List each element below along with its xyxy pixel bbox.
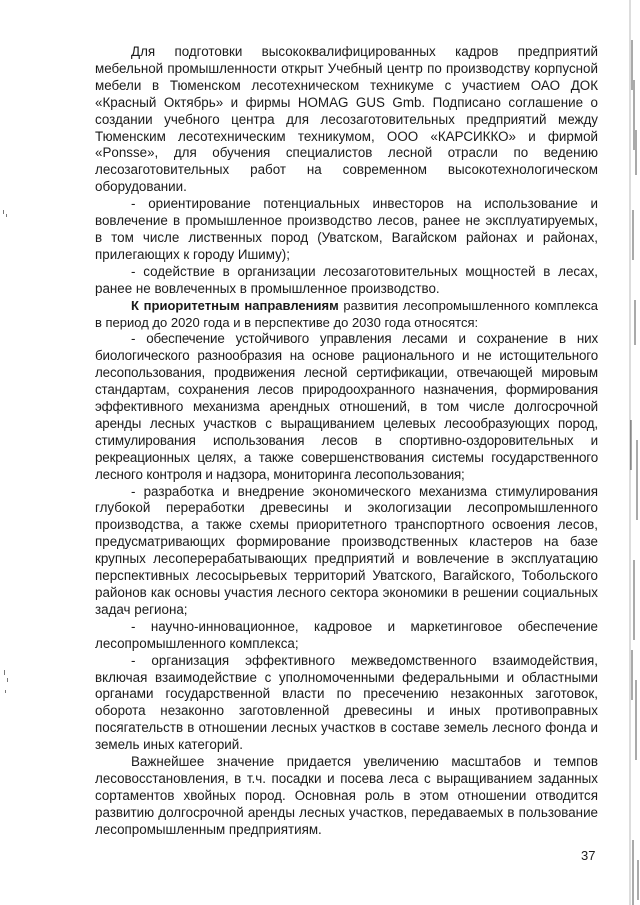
paragraph-reforestation: Важнейшее значение придается увеличению масштабов и темпов лесовосстановления, в т.ч. посадки и посева леса с выращиванием заданных сортаментов хвойных пород. Основная роль в этом отношении отводится развитию долгосрочной аренды лесных участков, передаваемых в пользование лесопромышленным предприятиям.	[95, 754, 598, 837]
priority-lead-bold: К приоритетным направлениям	[131, 297, 339, 313]
priority-item-forest-management: - обеспечение устойчивого управления лесами и сохранение в них биологического разнообразия на основе рационального и не истощительного лесопользования, продвижения лесной сертификации, отвечающей мировым стандартам, сохранения лесов природоохранного назначения, формирования эффективного механизма арендных отношений, в том числе долгосрочной аренды лесных участков с выращиванием целевых лесообразующих пород, стимулирования использования лесов в спортивно-оздоровительных и рекреационных целях, а также совершенствования системы государственного лесного контроля и надзора, мониторинга лесопользования;	[95, 331, 598, 482]
page-number: 37	[581, 848, 596, 863]
priority-lead-rest: развития лесопромышленного комплекса в период до 2020 года и в перспективе до 2030 года относятся:	[95, 297, 598, 330]
paragraph-logging-capacity: - содействие в организации лесозаготовительных мощностей в лесах, ранее не вовлеченных в промышленное производство.	[95, 263, 598, 296]
paragraph-investors: - ориентирование потенциальных инвесторов на использование и вовлечение в промышленное производство лесов, ранее не эксплуатируемых, в том числе лиственных пород (Уватском, Вагайском районах и районах, прилегающих к городу Ишиму);	[95, 196, 598, 262]
priority-item-innovation: - научно-инновационное, кадровое и маркетинговое обеспечение лесопромышленного комплекса;	[95, 618, 598, 651]
scan-edge-left	[0, 200, 12, 720]
paragraph-training-center: Для подготовки высококвалифицированных кадров предприятий мебельной промышленности открыт Учебный центр по производству корпусной мебели в Тюменском лесотехническом техникуме с участием ОАО ДОК «Красный Октябрь» и фирмы HOMAG GUS Gmb. Подписано соглашение о создании учебного центра для лесозаготовительных предприятий между Тюменским лесотехническим техникумом, ООО «КАРСИККО» и фирмой «Ponsse», для обучения специалистов лесной отрасли по ведению лесозаготовительных работ на современном высокотехнологическом оборудовании.	[95, 44, 598, 195]
paragraph-priority-lead	[95, 298, 598, 332]
priority-item-economic-mechanism: - разработка и внедрение экономического механизма стимулирования глубокой переработки древесины и экологизации лесопромышленного производства, а также схемы приоритетного транспортного освоения лесов, предусматривающих формирование производственных кластеров на базе крупных лесоперерабатывающих предприятий и вовлечение в эксплуатацию перспективных лесосырьевых территорий Уватского, Вагайского, Тобольского районов как основы участия лесного сектора экономики в решении социальных задач региона;	[95, 483, 598, 617]
priority-item-interagency: - организация эффективного межведомственного взаимодействия, включая взаимодействие с уполномоченными федеральными и областными органами государственной власти по пресечению незаконных заготовок, оборота незаконно заготовленной древесины и иных противоправных посягательств в отношении лесных участков в составе земель лесного фонда и земель иных категорий.	[95, 652, 598, 753]
scan-edge-right	[616, 0, 640, 905]
document-body	[95, 44, 598, 839]
